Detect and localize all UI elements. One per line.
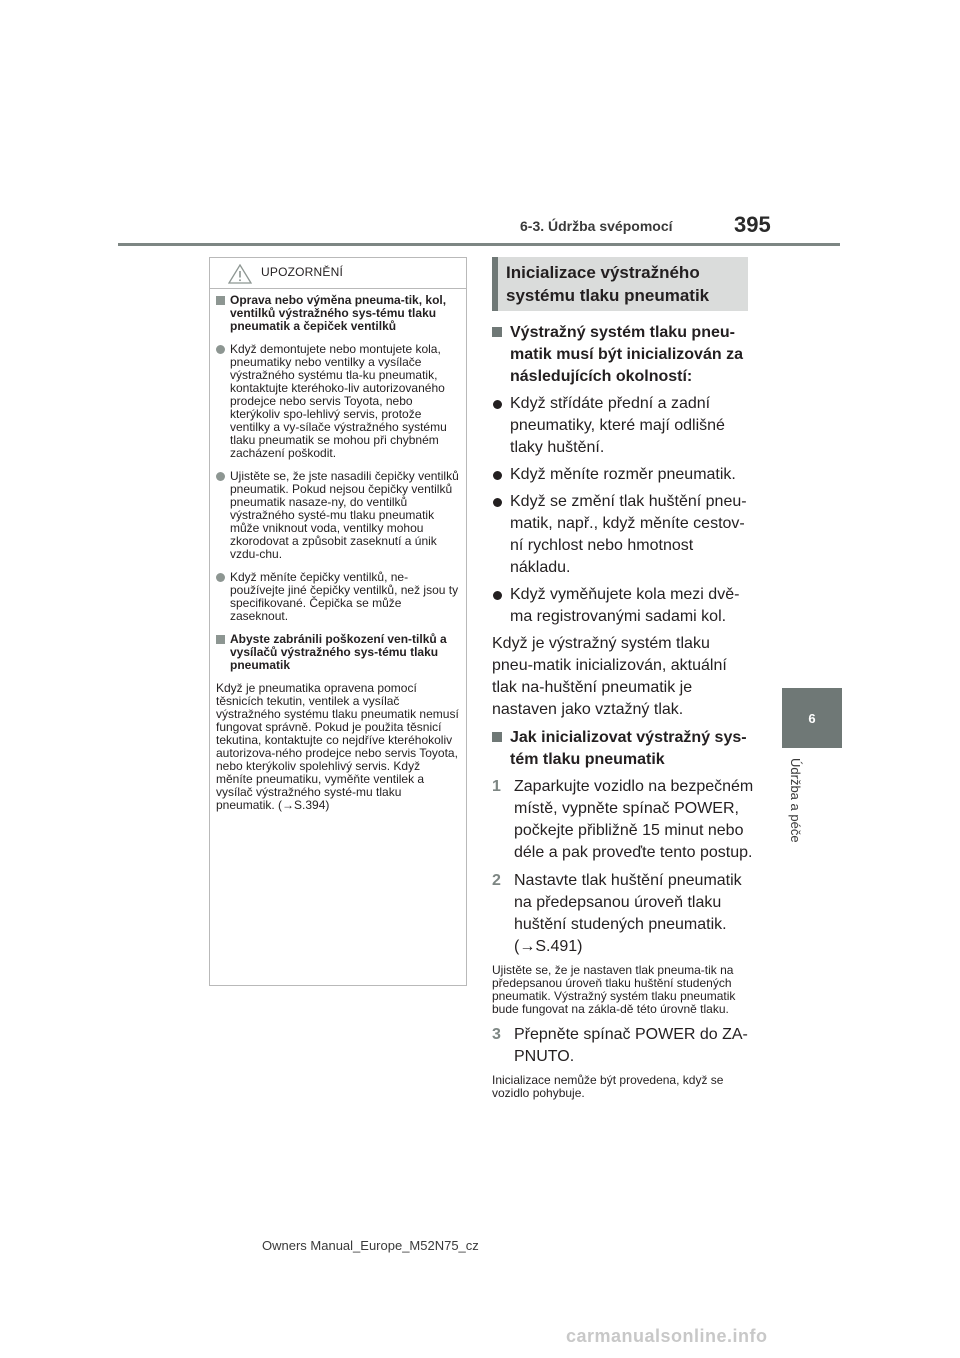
warning-heading: [216, 633, 460, 672]
step-number: 1: [492, 778, 501, 795]
chapter-label: Údržba a péče: [788, 758, 803, 843]
round-bullet-icon: [216, 472, 225, 481]
step-number: 3: [492, 1026, 501, 1043]
section-subheading-text: Jak inicializovat výstražný sys-tém tlaku pneumatik: [510, 729, 747, 768]
warning-bullet-text: Když měníte čepičky ventilků, ne-používejte jiné čepičky ventilků, než jsou ty specifikované. Čepička se může zaseknout.: [230, 570, 459, 623]
step-item: [492, 776, 754, 864]
warning-bullet: [216, 343, 460, 460]
step-text: Přepněte spínač POWER do ZA-PNUTO.: [514, 1026, 748, 1065]
step-note: Inicializace nemůže být provedena, když se vozidlo pohybuje.: [492, 1073, 724, 1100]
step-number: 2: [492, 872, 501, 889]
section-subheading-text: Výstražný systém tlaku pneu-matik musí být inicializován za následujících okolností:: [510, 324, 743, 385]
round-bullet-icon: [493, 471, 502, 480]
round-bullet-icon: [216, 345, 225, 354]
warning-bullet: [216, 571, 460, 623]
section-subheading: [492, 322, 754, 388]
square-bullet-icon: [216, 635, 225, 644]
list-item: [492, 393, 754, 459]
warning-paragraph: Když je pneumatika opravena pomocí těsnicích tekutin, ventilek a vysílač výstražného systému tlaku pneumatik nemusí fungovat správně. Pokud je použita těsnicí tekutina, kontaktujte co nejdříve kteréhokoliv autorizova-ného prodejce nebo servis Toyota, nebo kterýkoliv spolehlivý servis. Když měníte pneumatiku, vyměňte ventilek a vysílač výstražného systé-mu tlaku pneumatik. (→S.394): [216, 681, 459, 812]
warning-heading-text: Oprava nebo výměna pneuma-tik, kol, ventilků výstražného sys-tému tlaku pneumatik a čepiček ventilků: [230, 293, 447, 333]
round-bullet-icon: [493, 498, 502, 507]
step-item: [492, 1024, 754, 1068]
square-bullet-icon: [492, 327, 502, 337]
header-section-title: 6-3. Údržba svépomocí: [520, 218, 673, 234]
list-item: [492, 584, 754, 628]
list-item-text: Když měníte rozměr pneumatik.: [510, 466, 736, 483]
warning-bullet: [216, 470, 460, 561]
chapter-number: 6: [808, 710, 816, 726]
chapter-tab[interactable]: [782, 688, 842, 748]
list-item-text: Když střídáte přední a zadní pneumatiky, které mají odlišné tlaky huštění.: [510, 395, 725, 456]
round-bullet-icon: [216, 573, 225, 582]
list-item: [492, 491, 754, 579]
square-bullet-icon: [492, 732, 502, 742]
step-item: [492, 870, 754, 958]
watermark: carmanualsonline.info: [566, 1326, 768, 1346]
square-bullet-icon: [216, 296, 225, 305]
warning-heading-text: Abyste zabránili poškození ven-tilků a vysílačů výstražného sys-tému tlaku pneumatik: [230, 632, 447, 672]
section-paragraph: Když je výstražný systém tlaku pneu-matik inicializován, aktuální tlak na-huštění pneumatik je nastaven jako vztažný tlak.: [492, 635, 727, 718]
section-subheading: [492, 727, 754, 771]
step-text: Nastavte tlak huštění pneumatik na předepsanou úroveň tlaku huštění studených pneumatik. (→S.491): [514, 872, 742, 955]
list-item-text: Když se změní tlak huštění pneu-matik, např., když měníte cestov-ní rychlost nebo hmotnost nákladu.: [510, 493, 747, 576]
warning-title: UPOZORNĚNÍ: [261, 265, 344, 279]
page-number: 395: [734, 212, 771, 237]
section-content: [492, 322, 754, 1108]
list-item-text: Když vyměňujete kola mezi dvě-ma registrovanými sadami kol.: [510, 586, 740, 625]
round-bullet-icon: [493, 400, 502, 409]
section-title: Inicializace výstražného systému tlaku pneumatik: [506, 263, 710, 305]
footer-text: Owners Manual_Europe_M52N75_cz: [262, 1238, 479, 1253]
warning-header: [210, 258, 466, 289]
step-text: Zaparkujte vozidlo na bezpečném místě, vypněte spínač POWER, počkejte přibližně 15 minut nebo déle a pak proveďte tento postup.: [514, 778, 754, 861]
warning-body: [216, 294, 460, 820]
round-bullet-icon: [493, 591, 502, 600]
warning-bullet-text: Ujistěte se, že jste nasadili čepičky ventilků pneumatik. Pokud nejsou čepičky ventilků pneumatik nasaze-ny, do ventilků výstražného systé-mu tlaku pneumatik může vniknout voda, ventilky mohou zkorodovat a způsobit zaseknutí a únik vzdu-chu.: [230, 469, 459, 561]
warning-bullet-text: Když demontujete nebo montujete kola, pneumatiky nebo ventilky a vysílače výstražného systému tla-ku pneumatik, kontaktujte kteréhoko-liv autorizovaného prodejce nebo servis Toyota, nebo kterýkoliv spo-lehlivý servis, protože ventilky a vy-sílače výstražného systému tlaku pneumatik se mohou při chybném zacházení poškodit.: [230, 342, 447, 460]
warning-triangle-icon: [228, 264, 252, 284]
warning-box: [209, 257, 467, 986]
section-title-box: [492, 257, 748, 311]
list-item: [492, 464, 754, 486]
header-rule: [118, 243, 840, 246]
step-note: Ujistěte se, že je nastaven tlak pneuma-tik na předepsanou úroveň tlaku huštění studených pneumatik. Výstražný systém tlaku pneumatik bude fungovat na zákla-dě této úrovně tlaku.: [492, 963, 736, 1016]
warning-heading: [216, 294, 460, 333]
